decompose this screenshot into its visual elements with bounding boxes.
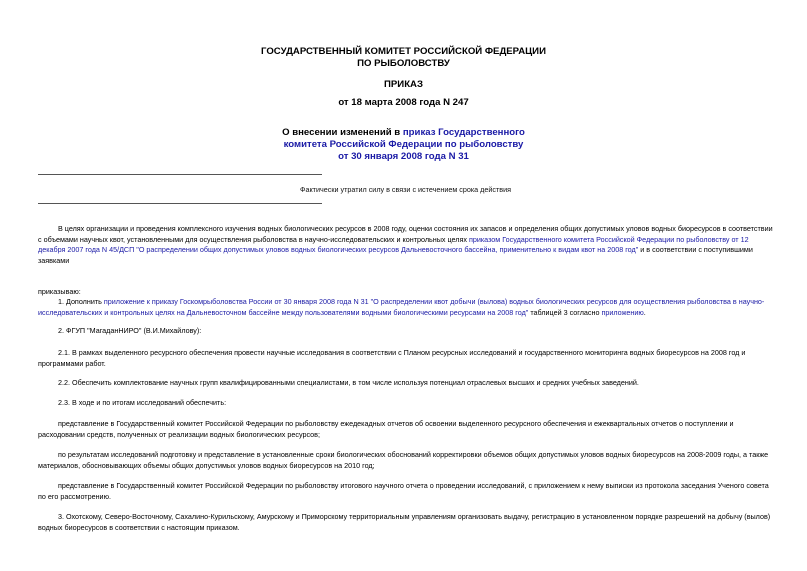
sub-item-final-report: представление в Государственный комитет Российской Федерации по рыболовству итогового научного отчета о проведении исследований, с приложением к нему выписки из протокола заседания Ученого совета по его рассмотрению. (38, 481, 769, 501)
new-appendix-link[interactable]: приложению (601, 307, 644, 317)
item-2-3: 2.3. В ходе и по итогам исследований обеспечить: (58, 398, 227, 407)
divider-top (38, 174, 322, 175)
item-1: 1. Дополнить приложение к приказу Госкомрыболовства России от 30 января 2008 года N 31 "О распределении квот добычи (вылова) водных биологических ресурсов для осуществления рыболовства в научно- исследовательских и контрольных целях на Дальневосточном бассейне между пользователями водными биологическими ресурсами на 2008 год" таблицей 3 согласно приложению. (38, 297, 765, 317)
issuing-authority-line1: ГОСУДАРСТВЕННЫЙ КОМИТЕТ РОССИЙСКОЙ ФЕДЕРАЦИИ (261, 46, 546, 57)
document-title-line3 (0, 151, 807, 163)
item-3: 3. Охотскому, Северо-Восточному, Сахалино-Курильскому, Амурскому и Приморскому территориальным управлениям организовать выдачу, регистрацию в установленном порядке разрешений на добычу (вылов) водных биоресурсов в соответствии с настоящим приказом. (38, 512, 771, 532)
amended-order-link-part3[interactable]: от 30 января 2008 года N 31 (338, 151, 469, 162)
preamble-paragraph (38, 224, 773, 266)
appendix-link-part1[interactable]: приложение к приказу Госкомрыболовства России от 30 января 2008 года N 31 "О распределении квот добычи (вылова) водных биологических ресурсов для осуществления рыболовства в научно- (103, 297, 765, 306)
basis-order-link-part2[interactable]: декабря 2007 года N 45/ДСП "О распределении общих допустимых уловов водных биологических ресурсов Дальневосточного бассейна, применительно к видам квот на 2008 год" (38, 245, 639, 255)
item-2: 2. ФГУП "МагаданНИРО" (В.И.Михайлову): (58, 326, 202, 335)
document-type: ПРИКАЗ (384, 79, 423, 90)
divider-bottom (38, 203, 322, 204)
amended-order-link-part1[interactable]: приказ Государственного (402, 127, 525, 138)
document-title-line2 (0, 139, 807, 151)
issuing-authority-line2: ПО РЫБОЛОВСТВУ (357, 58, 450, 69)
status-note: Фактически утратил силу в связи с истечением срока действия (300, 185, 511, 194)
preamble-line4: заявками (38, 255, 70, 265)
title-prefix: О внесении изменений в (282, 127, 401, 138)
appendix-link-part2[interactable]: исследовательских и контрольных целях на Дальневосточном бассейне между пользователями водными биологическими ресурсами на 2008 год" (38, 307, 529, 317)
preamble-line2: с объемами научных квот, установленными для осуществления рыболовства в научно-исследовательских и контрольных целях приказом Государственного комитета Российской Федерации по рыболовству от 12 (38, 234, 749, 244)
preamble-line3: декабря 2007 года N 45/ДСП "О распределении общих допустимых уловов водных биологических ресурсов Дальневосточного бассейна, применительно к видам квот на 2008 год" и в соответствии с поступившими (38, 245, 753, 255)
document-date-number: от 18 марта 2008 года N 247 (338, 97, 469, 108)
item-2-1: 2.1. В рамках выделенного ресурсного обеспечения провести научные исследования в соответствии с Планом ресурсных исследований и государственного мониторинга водных биоресурсов на 2008 год и программами работ. (38, 348, 746, 368)
item-2-2: 2.2. Обеспечить комплектование научных групп квалифицированными специалистами, в том числе используя потенциал отраслевых высших и средних учебных заведений. (58, 378, 639, 387)
order-word: приказываю: (38, 287, 81, 296)
sub-item-reports: представление в Государственный комитет Российской Федерации по рыболовству ежедекадных отчетов об освоении выделенного ресурсного обеспечения и ежеквартальных отчетов о поступлении и расходовании средств, полученных от реализации водных биологических ресурсов; (38, 419, 734, 439)
basis-order-link-part1[interactable]: приказом Государственного комитета Российской Федерации по рыболовству от 12 (468, 234, 749, 244)
amended-order-link-part2[interactable]: комитета Российской Федерации по рыболовству (283, 139, 524, 150)
document-title-line1 (0, 127, 807, 139)
sub-item-justifications: по результатам исследований подготовку и представление в установленные сроки биологических обоснований корректировки объемов общих допустимых уловов водных биоресурсов на 2008-2009 годы, а также материалов, обосновывающих объемы общих допустимых уловов водных биоресурсов на 2010 год; (38, 450, 769, 470)
preamble-line1: В целях организации и проведения комплексного изучения водных биологических ресурсов в 2008 году, оценки состояния их запасов и определения общих допустимых уловов водных биоресурсов в соответствии (58, 224, 773, 233)
